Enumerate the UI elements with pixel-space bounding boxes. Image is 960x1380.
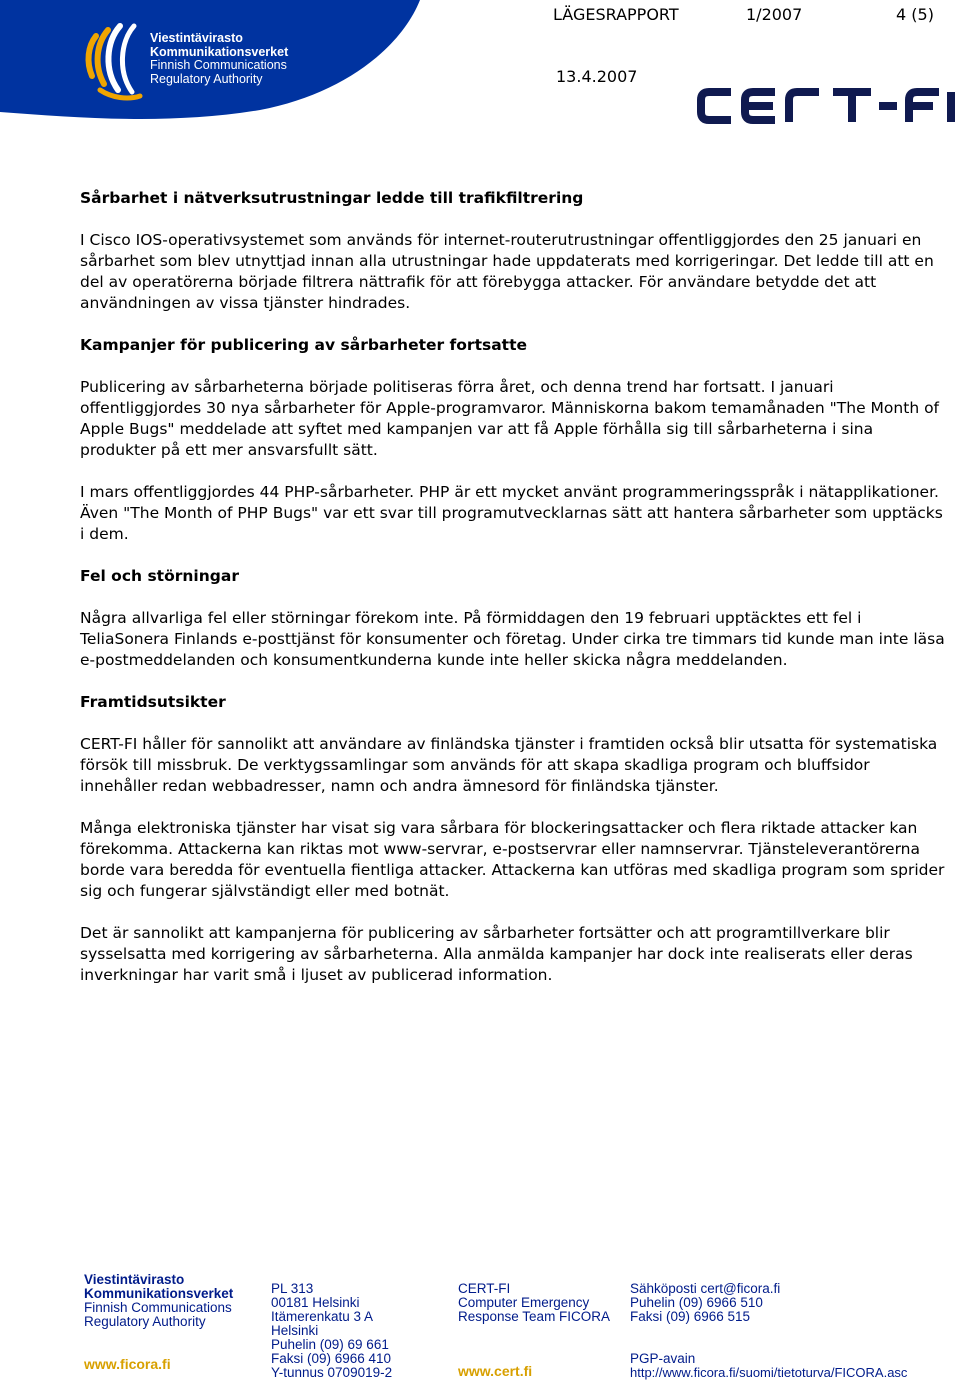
footer-line: PL 313 — [271, 1281, 314, 1296]
paragraph: Några allvarliga fel eller störningar förekom inte. På förmiddagen den 19 februari upptäcktes ett fel i TeliaSonera Finlands e-posttjänst för konsumenter och företag. Under cirka tre timmars tid kunde man inte läsa e-postmeddelanden och konsumentkunderna kunde inte heller skicka några meddelanden. — [80, 609, 945, 669]
footer-pgp-link[interactable]: http://www.ficora.fi/suomi/tietoturva/FICORA.asc — [630, 1365, 908, 1380]
section-title-campaigns: Kampanjer för publicering av sårbarheter fortsatte — [80, 336, 528, 354]
footer-line: Finnish Communications — [84, 1300, 232, 1315]
footer-line: Puhelin (09) 6966 510 — [630, 1295, 763, 1310]
paragraph: CERT-FI håller för sannolikt att användare av finländska tjänster i framtiden också blir utsatta för systematiska försök till missbruk. De verktygssamlingar som används för att skapa skadliga program och bluffsidor innehåller redan webbadresser, namn och andra ämnesord för finländska tjänster. — [80, 735, 938, 795]
footer-line: Helsinki — [271, 1323, 319, 1338]
org-name-line: Viestintävirasto — [150, 31, 243, 45]
footer-pgp-label: PGP-avain — [630, 1351, 696, 1366]
footer-line: 00181 Helsinki — [271, 1295, 360, 1310]
report-content — [80, 188, 948, 1007]
org-name-line: Regulatory Authority — [150, 71, 263, 86]
section-title-vulnerability: Sårbarhet i nätverksutrustningar ledde till trafikfiltrering — [80, 189, 584, 207]
footer-address — [271, 1282, 392, 1380]
footer-line: Itämerenkatu 3 A — [271, 1309, 374, 1324]
footer-email[interactable]: Sähköposti cert@ficora.fi — [630, 1281, 781, 1296]
report-date: 13.4.2007 — [556, 67, 638, 86]
paragraph: Många elektroniska tjänster har visat sig vara sårbara för blockeringsattacker och flera riktade attacker kan förekomma. Attackerna kan riktas mot www-servrar, e-postservrar eller namnservrar. Tjänsteleverantörerna borde vara beredda för eventuella fientliga attacker. Attackerna kan utföras med skadliga program som sprider sig och fungerar självständigt eller med botnät. — [80, 819, 945, 900]
paragraph: I mars offentliggjordes 44 PHP-sårbarheter. PHP är ett mycket använt programmeringsspråk i nätapplikationer. Även "The Month of PHP Bugs" var ett svar till programutvecklarnas sätt att hantera sårbarheter som upptäcks i dem. — [80, 483, 943, 543]
report-title: LÄGESRAPPORT — [553, 5, 679, 24]
footer-line: CERT-FI — [458, 1281, 511, 1296]
footer-line: Faksi (09) 6966 515 — [630, 1309, 751, 1324]
paragraph: Det är sannolikt att kampanjerna för publicering av sårbarheter fortsätter och att programtillverkare blir sysselsatta med korrigering av sårbarheterna. Alla anmälda kampanjer har dock inte realiserats eller deras inverkningar har varit små i ljuset av publicerad information. — [80, 924, 913, 984]
paragraph: I Cisco IOS-operativsystemet som används för internet-routerutrustningar offentliggjordes den 25 januari en sårbarhet som blev utnyttjad innan alla utrustningar hade uppdaterats med korrigeringar. Det ledde till att en del av operatörerna började filtrera nättrafik för att förebygga attacker. För användare betydde det att användningen av vissa tjänster hindrades. — [80, 231, 934, 312]
footer-line: Regulatory Authority — [84, 1314, 206, 1329]
footer-line: Puhelin (09) 69 661 — [271, 1337, 389, 1352]
footer-line: Computer Emergency — [458, 1295, 590, 1310]
page-number: 4 (5) — [896, 5, 934, 24]
report-issue: 1/2007 — [746, 5, 803, 24]
footer-link-ficora[interactable]: www.ficora.fi — [84, 1356, 171, 1372]
section-title-outlook: Framtidsutsikter — [80, 693, 226, 711]
footer-line: Faksi (09) 6966 410 — [271, 1351, 392, 1366]
footer-line: Viestintävirasto — [84, 1272, 185, 1287]
footer-line: Kommunikationsverket — [84, 1286, 234, 1301]
org-name-logo-text — [150, 32, 288, 86]
footer-contact — [630, 1281, 908, 1380]
org-name-line: Finnish Communications — [150, 58, 287, 72]
footer-org — [84, 1272, 234, 1372]
footer-line: Y-tunnus 0709019-2 — [271, 1365, 393, 1380]
footer-cert — [458, 1281, 611, 1379]
footer-link-cert[interactable]: www.cert.fi — [458, 1363, 533, 1379]
cert-fi-logo — [695, 86, 957, 126]
paragraph: Publicering av sårbarheterna började politiseras förra året, och denna trend har fortsatt. I januari offentliggjordes 30 nya sårbarheter för Apple-programvaror. Människorna bakom temamånaden "The Month of Apple Bugs" meddelade att syftet med kampanjen var att få Apple förhålla sig till sårbarheterna i sina produkter på ett mer ansvarsfullt sätt. — [80, 378, 940, 459]
org-name-line: Kommunikationsverket — [150, 44, 289, 59]
footer-line: Response Team FICORA — [458, 1309, 611, 1324]
section-title-faults: Fel och störningar — [80, 567, 239, 585]
